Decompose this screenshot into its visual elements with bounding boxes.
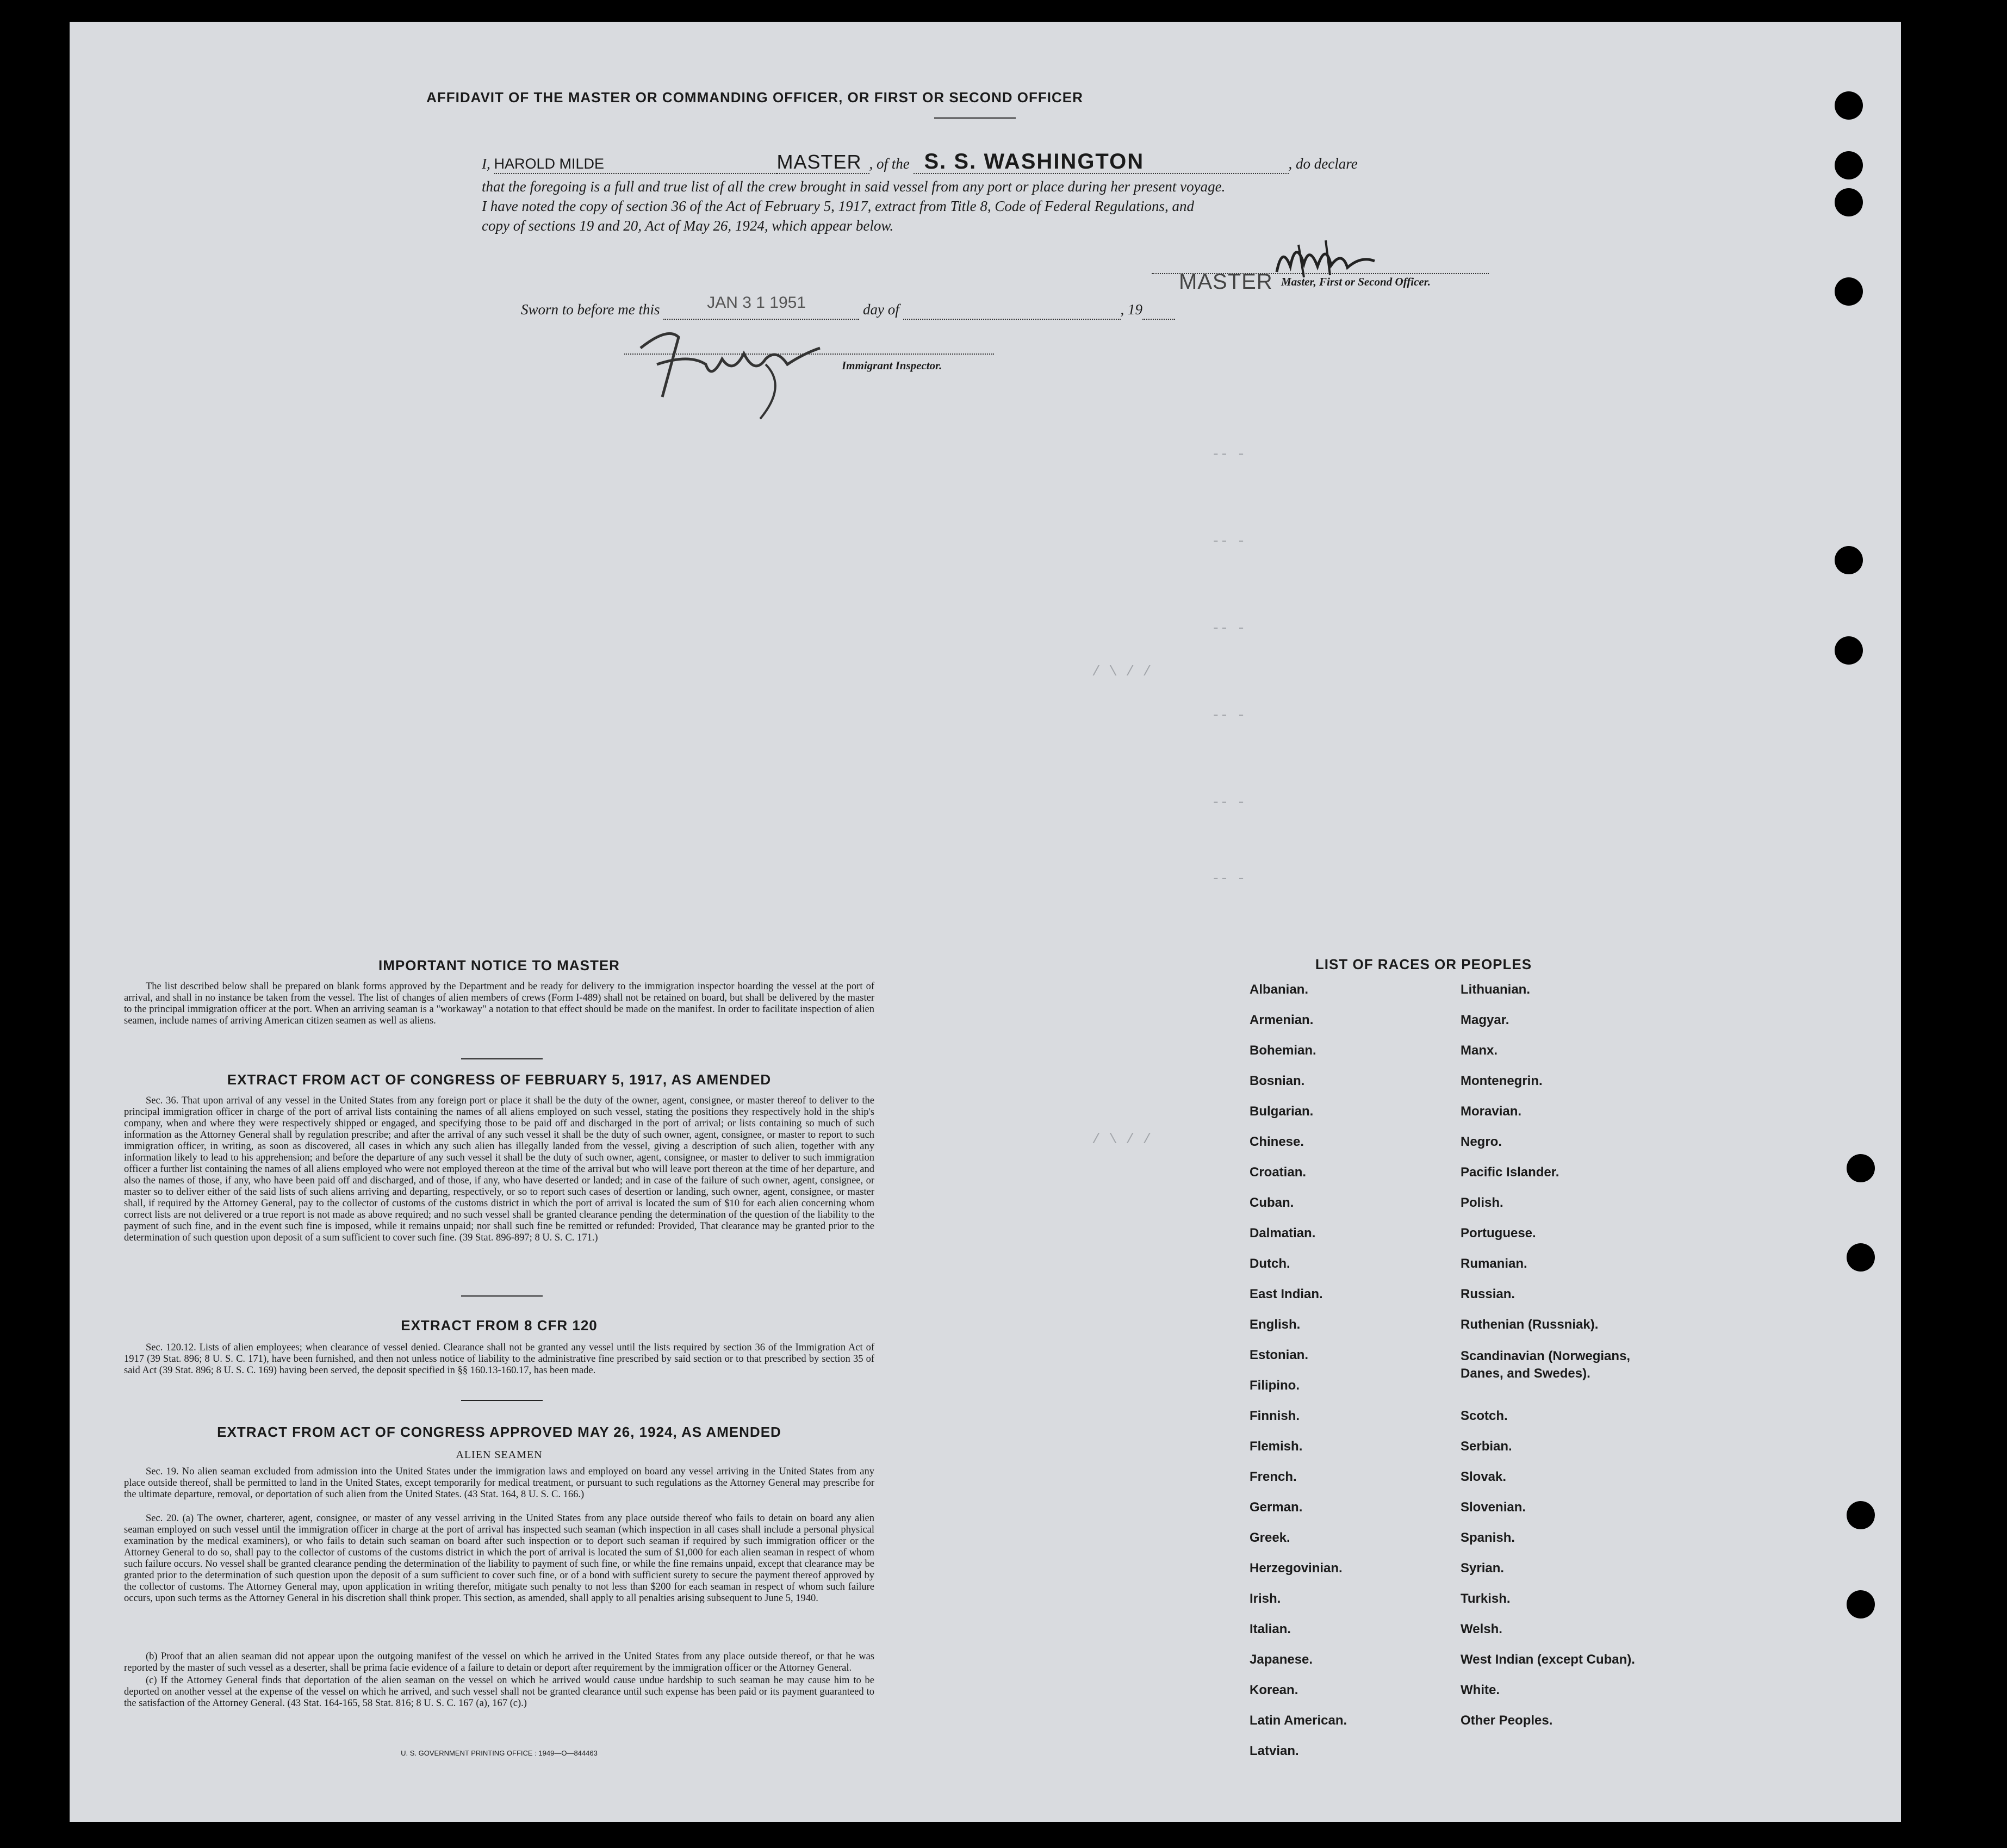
race-item: Other Peoples. xyxy=(1461,1713,1553,1728)
race-item: Moravian. xyxy=(1461,1104,1522,1119)
race-item: Korean. xyxy=(1250,1683,1298,1697)
master-signature-caption: Master, First or Second Officer. xyxy=(1281,275,1431,288)
bleed-through-mark: / \ / / xyxy=(1092,663,1152,680)
of-the-text: , of the xyxy=(869,156,910,172)
bleed-through-mark: -- - xyxy=(1211,620,1246,636)
punch-hole xyxy=(1835,277,1863,306)
punch-hole xyxy=(1835,151,1863,179)
race-item: Cuban. xyxy=(1250,1195,1294,1210)
race-item: West Indian (except Cuban). xyxy=(1461,1652,1635,1667)
race-item: Chinese. xyxy=(1250,1134,1304,1149)
notice-title: IMPORTANT NOTICE TO MASTER xyxy=(378,957,620,973)
bleed-through-mark: -- - xyxy=(1211,794,1246,810)
bleed-through-mark: -- - xyxy=(1211,446,1246,462)
inspector-caption: Immigrant Inspector. xyxy=(842,359,942,372)
race-item: White. xyxy=(1461,1683,1500,1697)
year-prefix: , 19 xyxy=(1120,301,1142,318)
extract-1924-sec20a: Sec. 20. (a) The owner, charterer, agent, consignee, or master of any vessel arriving in the United States from any place outside thereof who fails to detain on board any alien seaman employed on such vessel until the immigration officer in charge at the port of arrival has inspected such seaman (which inspection in all cases shall include a personal physical examination by the medical examiners), or who fails to detain such seaman on board after such inspection or to deport such seaman if required by such immigration officer or the Attorney General to do so, shall pay to the collector of customs of the customs district in which the port of arrival is located the sum of $1,000 for each alien seaman in respect of whom such failure occurs. No vessel shall be granted clearance pending the determination of the liability to payment of such fine, or while the fine remains unpaid, except that clearance may be granted prior to the determination of such question upon the deposit of a sum sufficient to cover such fine, or of a bond with sufficient surety to secure the payment thereof approved by the collector of customs. The Attorney General may, upon application in writing therefor, mitigate such penalty to not less than $200 for each seaman in respect of whom such failure occurs, upon such terms as the Attorney General in his discretion shall think proper. This section, as amended, shall apply to all penalties arising subsequent to June 5, 1940. xyxy=(124,1513,874,1604)
extract-1924-sec20c: (c) If the Attorney General finds that deportation of the alien seaman on the vessel on which he arrived would cause undue hardship to such seaman he may cause him to be deported on another vessel at the expense of the vessel on which he arrived, and such vessel shall not be granted clearance until such expense has been paid or its payment guaranteed to the satisfaction of the Attorney General. (43 Stat. 164-165, 58 Stat. 816; 8 U. S. C. 167 (a), 167 (c).) xyxy=(124,1675,874,1709)
race-item: Dutch. xyxy=(1250,1256,1290,1271)
race-item: Herzegovinian. xyxy=(1250,1561,1343,1576)
extract-1924-sec20b: (b) Proof that an alien seaman did not appear upon the outgoing manifest of the vessel on which he arrived in the United States from any place outside thereof, or that he was reported by the master of such vessel as a deserter, shall be prima facie evidence of a failure to detain or deport after requirement by the immigration officer or the Attorney General. xyxy=(124,1651,874,1673)
punch-hole xyxy=(1835,188,1863,216)
race-item: Finnish. xyxy=(1250,1409,1300,1423)
race-item: Flemish. xyxy=(1250,1439,1303,1454)
inspector-signature-line xyxy=(624,354,994,355)
race-item: English. xyxy=(1250,1317,1301,1332)
race-item: Bosnian. xyxy=(1250,1074,1305,1088)
section-rule xyxy=(461,1400,543,1401)
extract-cfr-title: EXTRACT FROM 8 CFR 120 xyxy=(401,1317,598,1334)
punch-hole xyxy=(1847,1501,1875,1529)
extract-1924-sec19: Sec. 19. No alien seaman excluded from admission into the United States under the immigration laws and employed on board any vessel arriving in the United States from any place outside thereof, shall be permitted to land in the United States, except temporarily for medical treatment, or pursuant to such regulations as the Attorney General may prescribe for the ultimate departure, removal, or deportation of such alien from the United States. (43 Stat. 164, 8 U. S. C. 166.) xyxy=(124,1466,874,1500)
race-item: Latin American. xyxy=(1250,1713,1347,1728)
officer-name: HAROLD MILDE xyxy=(494,156,605,172)
race-item: Montenegrin. xyxy=(1461,1074,1543,1088)
race-item: Filipino. xyxy=(1250,1378,1300,1393)
extract-1924-subtitle: ALIEN SEAMEN xyxy=(456,1449,543,1461)
race-item: Dalmatian. xyxy=(1250,1226,1316,1241)
race-item: French. xyxy=(1250,1469,1297,1484)
declaration-prefix: I, xyxy=(482,156,490,172)
punch-hole xyxy=(1847,1590,1875,1618)
extract-1917-body: Sec. 36. That upon arrival of any vessel in the United States from any foreign port or place it shall be the duty of the owner, agent, consignee, or master thereof to deliver to the principal immigration officer in charge of the port of arrival lists containing the names of all aliens employed on such vessel, stating the positions they respectively hold in the ship's company, when and where they were respectively shipped or engaged, and specifying those to be paid off and discharged in the port of arrival; or lists containing so much of such information as the Attorney General shall by regulation prescribe; and after the arrival of any such vessel it shall be the duty of such owner, agent, consignee, or master to report to such immigration officer, in writing, as soon as discovered, all cases in which any such alien has illegally landed from the vessel, giving a description of such alien, together with any information likely to lead to his apprehension; and before the departure of any such vessel it shall be the duty of such owner, agent, consignee, or master to deliver to such immigration officer a further list containing the names of all aliens employed who were not employed thereon at the time of the arrival but who will leave port thereon at the time of her departure, and also the names of those, if any, who have been paid off and discharged, and of those, if any, who have deserted or landed; and in case of the failure of such owner, agent, consignee, or master so to deliver either of the said lists of such aliens arriving and departing, respectively, or so to report such cases of desertion or landing, such owner, agent, consignee, or master shall, if required by the Attorney General, pay to the collector of customs of the customs district in which the port of arrival is located the sum of $10 for each alien concerning whom correct lists are not delivered or a true report is not made as above required; and no such vessel shall be granted clearance pending the determination of the question of the liability to the payment of such fine, and in the event such fine is imposed, while it remains unpaid; nor shall such fine be remitted or refunded: Provided, That clearance may be granted prior to the determination of such question upon deposit of a sum sufficient to cover such fine. (39 Stat. 896-897; 8 U. S. C. 171.) xyxy=(124,1095,874,1243)
race-item: Slovak. xyxy=(1461,1469,1507,1484)
race-item: Albanian. xyxy=(1250,982,1309,997)
affidavit-title: AFFIDAVIT OF THE MASTER OR COMMANDING OFFICER, OR FIRST OR SECOND OFFICER xyxy=(426,89,1083,106)
race-item: Scandinavian (Norwegians, Danes, and Swedes). xyxy=(1461,1349,1631,1381)
race-item: Latvian. xyxy=(1250,1744,1299,1758)
punch-hole xyxy=(1847,1243,1875,1272)
race-item: Japanese. xyxy=(1250,1652,1313,1667)
race-item: Lithuanian. xyxy=(1461,982,1530,997)
race-item: Croatian. xyxy=(1250,1165,1307,1180)
race-item: Rumanian. xyxy=(1461,1256,1527,1271)
declaration-line-2: that the foregoing is a full and true list of all the crew brought in said vessel from any port or place during her present voyage. xyxy=(482,178,1226,195)
race-item: Welsh. xyxy=(1461,1622,1502,1636)
race-item: Armenian. xyxy=(1250,1013,1314,1027)
race-item: Estonian. xyxy=(1250,1348,1309,1362)
inspector-signature xyxy=(624,315,853,424)
races-title: LIST OF RACES OR PEOPLES xyxy=(1315,956,1532,972)
race-item: Slovenian. xyxy=(1461,1500,1526,1515)
race-item: Syrian. xyxy=(1461,1561,1505,1576)
extract-1917-title: EXTRACT FROM ACT OF CONGRESS OF FEBRUARY 5, 1917, AS AMENDED xyxy=(227,1071,772,1088)
race-item: Bohemian. xyxy=(1250,1043,1316,1058)
race-item: Manx. xyxy=(1461,1043,1498,1058)
extract-1924-title: EXTRACT FROM ACT OF CONGRESS APPROVED MAY 26, 1924, AS AMENDED xyxy=(217,1424,781,1440)
printing-office-imprint: U. S. GOVERNMENT PRINTING OFFICE : 1949—O—844463 xyxy=(401,1749,598,1757)
declaration-line-3: I have noted the copy of section 36 of the Act of February 5, 1917, extract from Title 8, Code of Federal Regulations, and xyxy=(482,198,1195,214)
punch-hole xyxy=(1835,636,1863,665)
race-item: Polish. xyxy=(1461,1195,1503,1210)
section-rule xyxy=(461,1295,543,1297)
race-item: Magyar. xyxy=(1461,1013,1509,1027)
race-item: Ruthenian (Russniak). xyxy=(1461,1317,1599,1332)
race-item: Spanish. xyxy=(1461,1530,1515,1545)
vessel-name: S. S. WASHINGTON xyxy=(924,150,1145,173)
do-declare-text: , do declare xyxy=(1288,156,1358,172)
race-item: Irish. xyxy=(1250,1591,1281,1606)
notice-body: The list described below shall be prepared on blank forms approved by the Department and be ready for delivery to the immigration inspector boarding the vessel at the port of arrival, and shall in no instance be taken from the vessel. The list of changes of alien members of crews (Form I-489) shall not be retained on board, but shall be delivered by the master to the principal immigration officer at the port. When an arriving seaman is a "workaway" a notation to that effect should be made on the manifest. In order to facilitate inspection of alien seamen, include names of arriving American citizen seamen as well as aliens. xyxy=(124,981,874,1026)
race-item: Portuguese. xyxy=(1461,1226,1536,1241)
officer-rank: MASTER xyxy=(776,151,862,173)
punch-hole xyxy=(1847,1154,1875,1182)
extract-cfr-body: Sec. 120.12. Lists of alien employees; when clearance of vessel denied. Clearance shall not be granted any vessel until the lists required by section 36 of the Immigration Act of 1917 (39 Stat. 896; 8 U. S. C. 171), have been furnished, and then not unless notice of liability to the administrative fine prescribed by said section or to that prescribed by section 35 of said Act (39 Stat. 896; 8 U. S. C. 169) having been served, the deposit specified in §§ 160.13-160.17, has been made. xyxy=(124,1342,874,1376)
declaration-line-1 xyxy=(482,152,1569,174)
day-of-text: day of xyxy=(863,301,899,318)
section-rule xyxy=(461,1058,543,1059)
race-item: Pacific Islander. xyxy=(1461,1165,1559,1180)
title-rule xyxy=(934,117,1016,119)
bleed-through-mark: -- - xyxy=(1211,870,1246,886)
race-item: Turkish. xyxy=(1461,1591,1511,1606)
master-stamp: MASTER xyxy=(1179,270,1273,294)
punch-hole xyxy=(1835,546,1863,574)
sworn-prefix: Sworn to before me this xyxy=(521,301,660,318)
race-item: Negro. xyxy=(1461,1134,1502,1149)
manifest-page xyxy=(70,22,1901,1822)
race-item: German. xyxy=(1250,1500,1303,1515)
bleed-through-mark: / \ / / xyxy=(1092,1131,1152,1148)
race-item: Greek. xyxy=(1250,1530,1290,1545)
race-item: Russian. xyxy=(1461,1287,1515,1301)
race-item: Italian. xyxy=(1250,1622,1291,1636)
bleed-through-mark: -- - xyxy=(1211,707,1246,723)
race-item: Scotch. xyxy=(1461,1409,1508,1423)
punch-hole xyxy=(1835,91,1863,120)
race-item: Serbian. xyxy=(1461,1439,1512,1454)
bleed-through-mark: -- - xyxy=(1211,533,1246,549)
declaration-line-4: copy of sections 19 and 20, Act of May 26, 1924, which appear below. xyxy=(482,218,894,234)
race-item: East Indian. xyxy=(1250,1287,1323,1301)
race-item: Bulgarian. xyxy=(1250,1104,1314,1119)
date-stamp: JAN 3 1 1951 xyxy=(707,294,806,312)
